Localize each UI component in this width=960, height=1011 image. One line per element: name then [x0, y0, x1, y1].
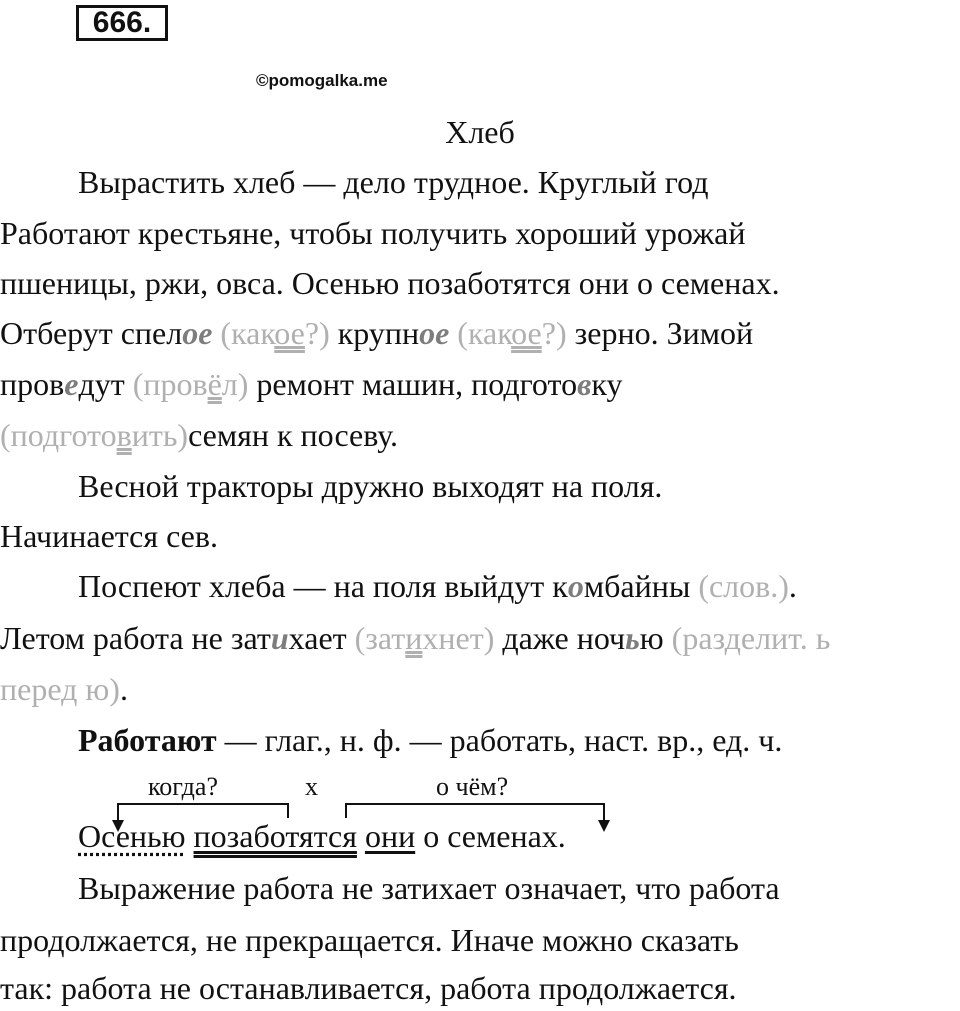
- exercise-number: 666.: [76, 5, 168, 41]
- text-line: Весной тракторы дружно выходят на поля.: [78, 468, 663, 504]
- comment-part: и: [405, 620, 423, 656]
- text-segment: Отберут спел: [0, 315, 183, 351]
- text-segment: Поспеют хлеба — на поля выйдут к: [78, 568, 568, 604]
- text-segment: хает: [288, 620, 355, 656]
- comment-part: (подгото: [0, 417, 117, 453]
- text-segment: семян к посеву.: [188, 417, 399, 453]
- comment-part: ?): [541, 315, 567, 351]
- text-segment: зерно. Зимой: [566, 315, 754, 351]
- comment-part: (как: [220, 315, 275, 351]
- text-segment: пров: [0, 366, 65, 402]
- text-title: Хлеб: [445, 114, 515, 150]
- text-segment: крупн: [329, 315, 420, 351]
- parsed-sentence: [78, 816, 566, 856]
- text-line: Начинается сев.: [0, 518, 218, 554]
- text-segment: ю: [639, 620, 672, 656]
- comment-part: хнет): [422, 620, 495, 656]
- comment-part: (пров: [132, 366, 208, 402]
- comment-part: ?): [304, 315, 330, 351]
- letter-highlight: ь: [625, 620, 640, 656]
- watermark: ©pomogalka.me: [256, 71, 388, 90]
- ending-highlight: ое: [419, 315, 450, 351]
- comment-part: (зат: [354, 620, 406, 656]
- text-segment: о семенах.: [415, 818, 566, 854]
- comment-part: ое: [511, 315, 542, 351]
- letter-highlight: и: [270, 620, 289, 656]
- comment: (слов.): [698, 568, 789, 604]
- comment-part: (как: [457, 315, 512, 351]
- comment-part: л): [221, 366, 249, 402]
- comment: (разделит. ь: [671, 620, 831, 656]
- subject: они: [364, 818, 416, 854]
- analysis-text: — глаг., н. ф. — работать, наст. вр., ед. ч.: [216, 722, 783, 758]
- text-line: Работают крестьяне, чтобы получить хороший урожай: [0, 215, 746, 251]
- text-segment: даже ноч: [494, 620, 626, 656]
- text-segment: дут: [78, 366, 133, 402]
- text-segment: ремонт машин, подгото: [248, 366, 578, 402]
- question-label: о чём?: [436, 772, 509, 801]
- question-label: х: [305, 772, 318, 801]
- text-line: так: работа не останавливается, работа продолжается.: [0, 970, 737, 1006]
- comment-part: ое: [274, 315, 305, 351]
- text-segment: ку: [591, 366, 623, 402]
- text-line: пшеницы, ржи, овса. Осенью позаботятся они о семенах.: [0, 265, 780, 301]
- predicate: позаботятся: [193, 818, 357, 854]
- letter-highlight: о: [567, 568, 584, 604]
- text-line: продолжается, не прекращается. Иначе можно сказать: [0, 922, 739, 958]
- text-line: Вырастить хлеб — дело трудное. Круглый год: [78, 164, 709, 200]
- comment-part: ё: [207, 366, 222, 402]
- letter-highlight: е: [64, 366, 79, 402]
- ending-highlight: ое: [182, 315, 213, 351]
- question-label: когда?: [148, 772, 218, 801]
- letter-highlight: в: [577, 366, 592, 402]
- text-segment: .: [119, 671, 128, 707]
- text-segment: Летом работа не зат: [0, 620, 271, 656]
- text-line: Выражение работа не затихает означает, что работа: [78, 870, 780, 906]
- analyzed-word: Работают: [78, 722, 217, 758]
- comment-part: в: [116, 417, 132, 453]
- adverbial-modifier: Осенью: [78, 818, 186, 854]
- text-segment: .: [788, 568, 797, 604]
- comment: перед ю): [0, 671, 120, 707]
- text-segment: мбайны: [583, 568, 699, 604]
- comment-part: ить): [131, 417, 189, 453]
